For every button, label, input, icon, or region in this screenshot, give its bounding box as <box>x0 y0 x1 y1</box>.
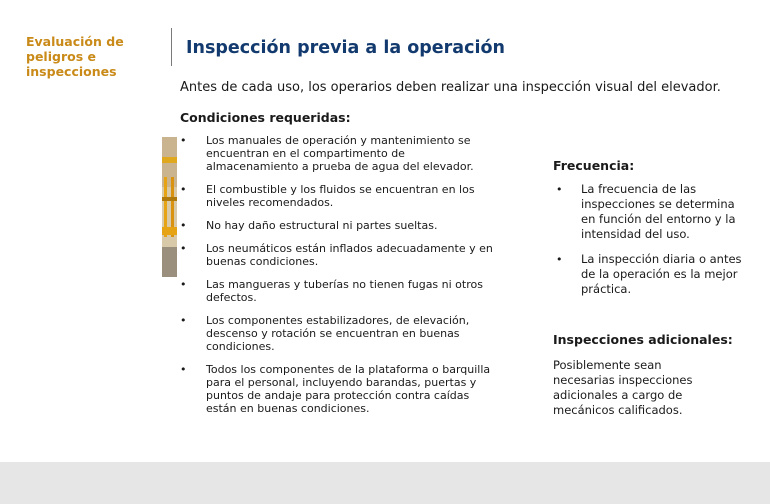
list-item <box>180 314 500 353</box>
requirements-heading: Condiciones requeridas: <box>180 110 351 125</box>
list-item-text: El combustible y los fluidos se encuentran en los niveles recomendados. <box>206 183 475 209</box>
frequency-heading: Frecuencia: <box>553 158 635 173</box>
intro-text: Antes de cada uso, los operarios deben realizar una inspección visual del elevador. <box>180 80 721 95</box>
page-title: Inspección previa a la operación <box>186 38 505 58</box>
list-item-text: No hay daño estructural ni partes sueltas. <box>206 219 438 232</box>
frequency-list <box>556 182 742 307</box>
list-item <box>556 182 742 242</box>
bullet: • <box>556 183 563 196</box>
requirements-list <box>180 134 500 425</box>
list-item-text: La inspección diaria o antes de la operación es la mejor práctica. <box>581 252 742 296</box>
lift-equipment-photo <box>162 137 177 277</box>
title-divider <box>171 28 172 66</box>
list-item <box>180 219 500 232</box>
additional-heading: Inspecciones adicionales: <box>553 332 733 347</box>
additional-text: Posiblemente sean necesarias inspecciones adicionales a cargo de mecánicos calificados. <box>553 358 693 417</box>
bullet: • <box>556 253 563 266</box>
list-item-text: Todos los componentes de la plataforma o barquilla para el personal, incluyendo barandas, puertas y puntos de andaje para protección contra caídas están en buenas condiciones. <box>206 363 491 415</box>
bullet: • <box>180 278 187 291</box>
list-item-text: Los componentes estabilizadores, de elevación, descenso y rotación se encuentran en buenas condiciones. <box>206 314 470 353</box>
footer-bar <box>0 462 770 504</box>
list-item <box>180 183 500 209</box>
list-item <box>180 363 500 415</box>
list-item-text: Las mangueras y tuberías no tienen fugas ni otros defectos. <box>206 278 483 304</box>
list-item <box>180 134 500 173</box>
list-item-text: La frecuencia de las inspecciones se determina en función del entorno y la intensidad del uso. <box>581 182 736 241</box>
bullet: • <box>180 183 187 196</box>
list-item <box>180 242 500 268</box>
bullet: • <box>180 219 187 232</box>
bullet: • <box>180 314 187 327</box>
list-item <box>556 252 742 297</box>
bullet: • <box>180 134 187 147</box>
section-title: Evaluación de peligros e inspecciones <box>26 34 124 79</box>
list-item <box>180 278 500 304</box>
list-item-text: Los manuales de operación y mantenimiento se encuentran en el compartimento de almacenamiento a prueba de agua del elevador. <box>206 134 474 173</box>
list-item-text: Los neumáticos están inflados adecuadamente y en buenas condiciones. <box>206 242 493 268</box>
bullet: • <box>180 242 187 255</box>
bullet: • <box>180 363 187 376</box>
